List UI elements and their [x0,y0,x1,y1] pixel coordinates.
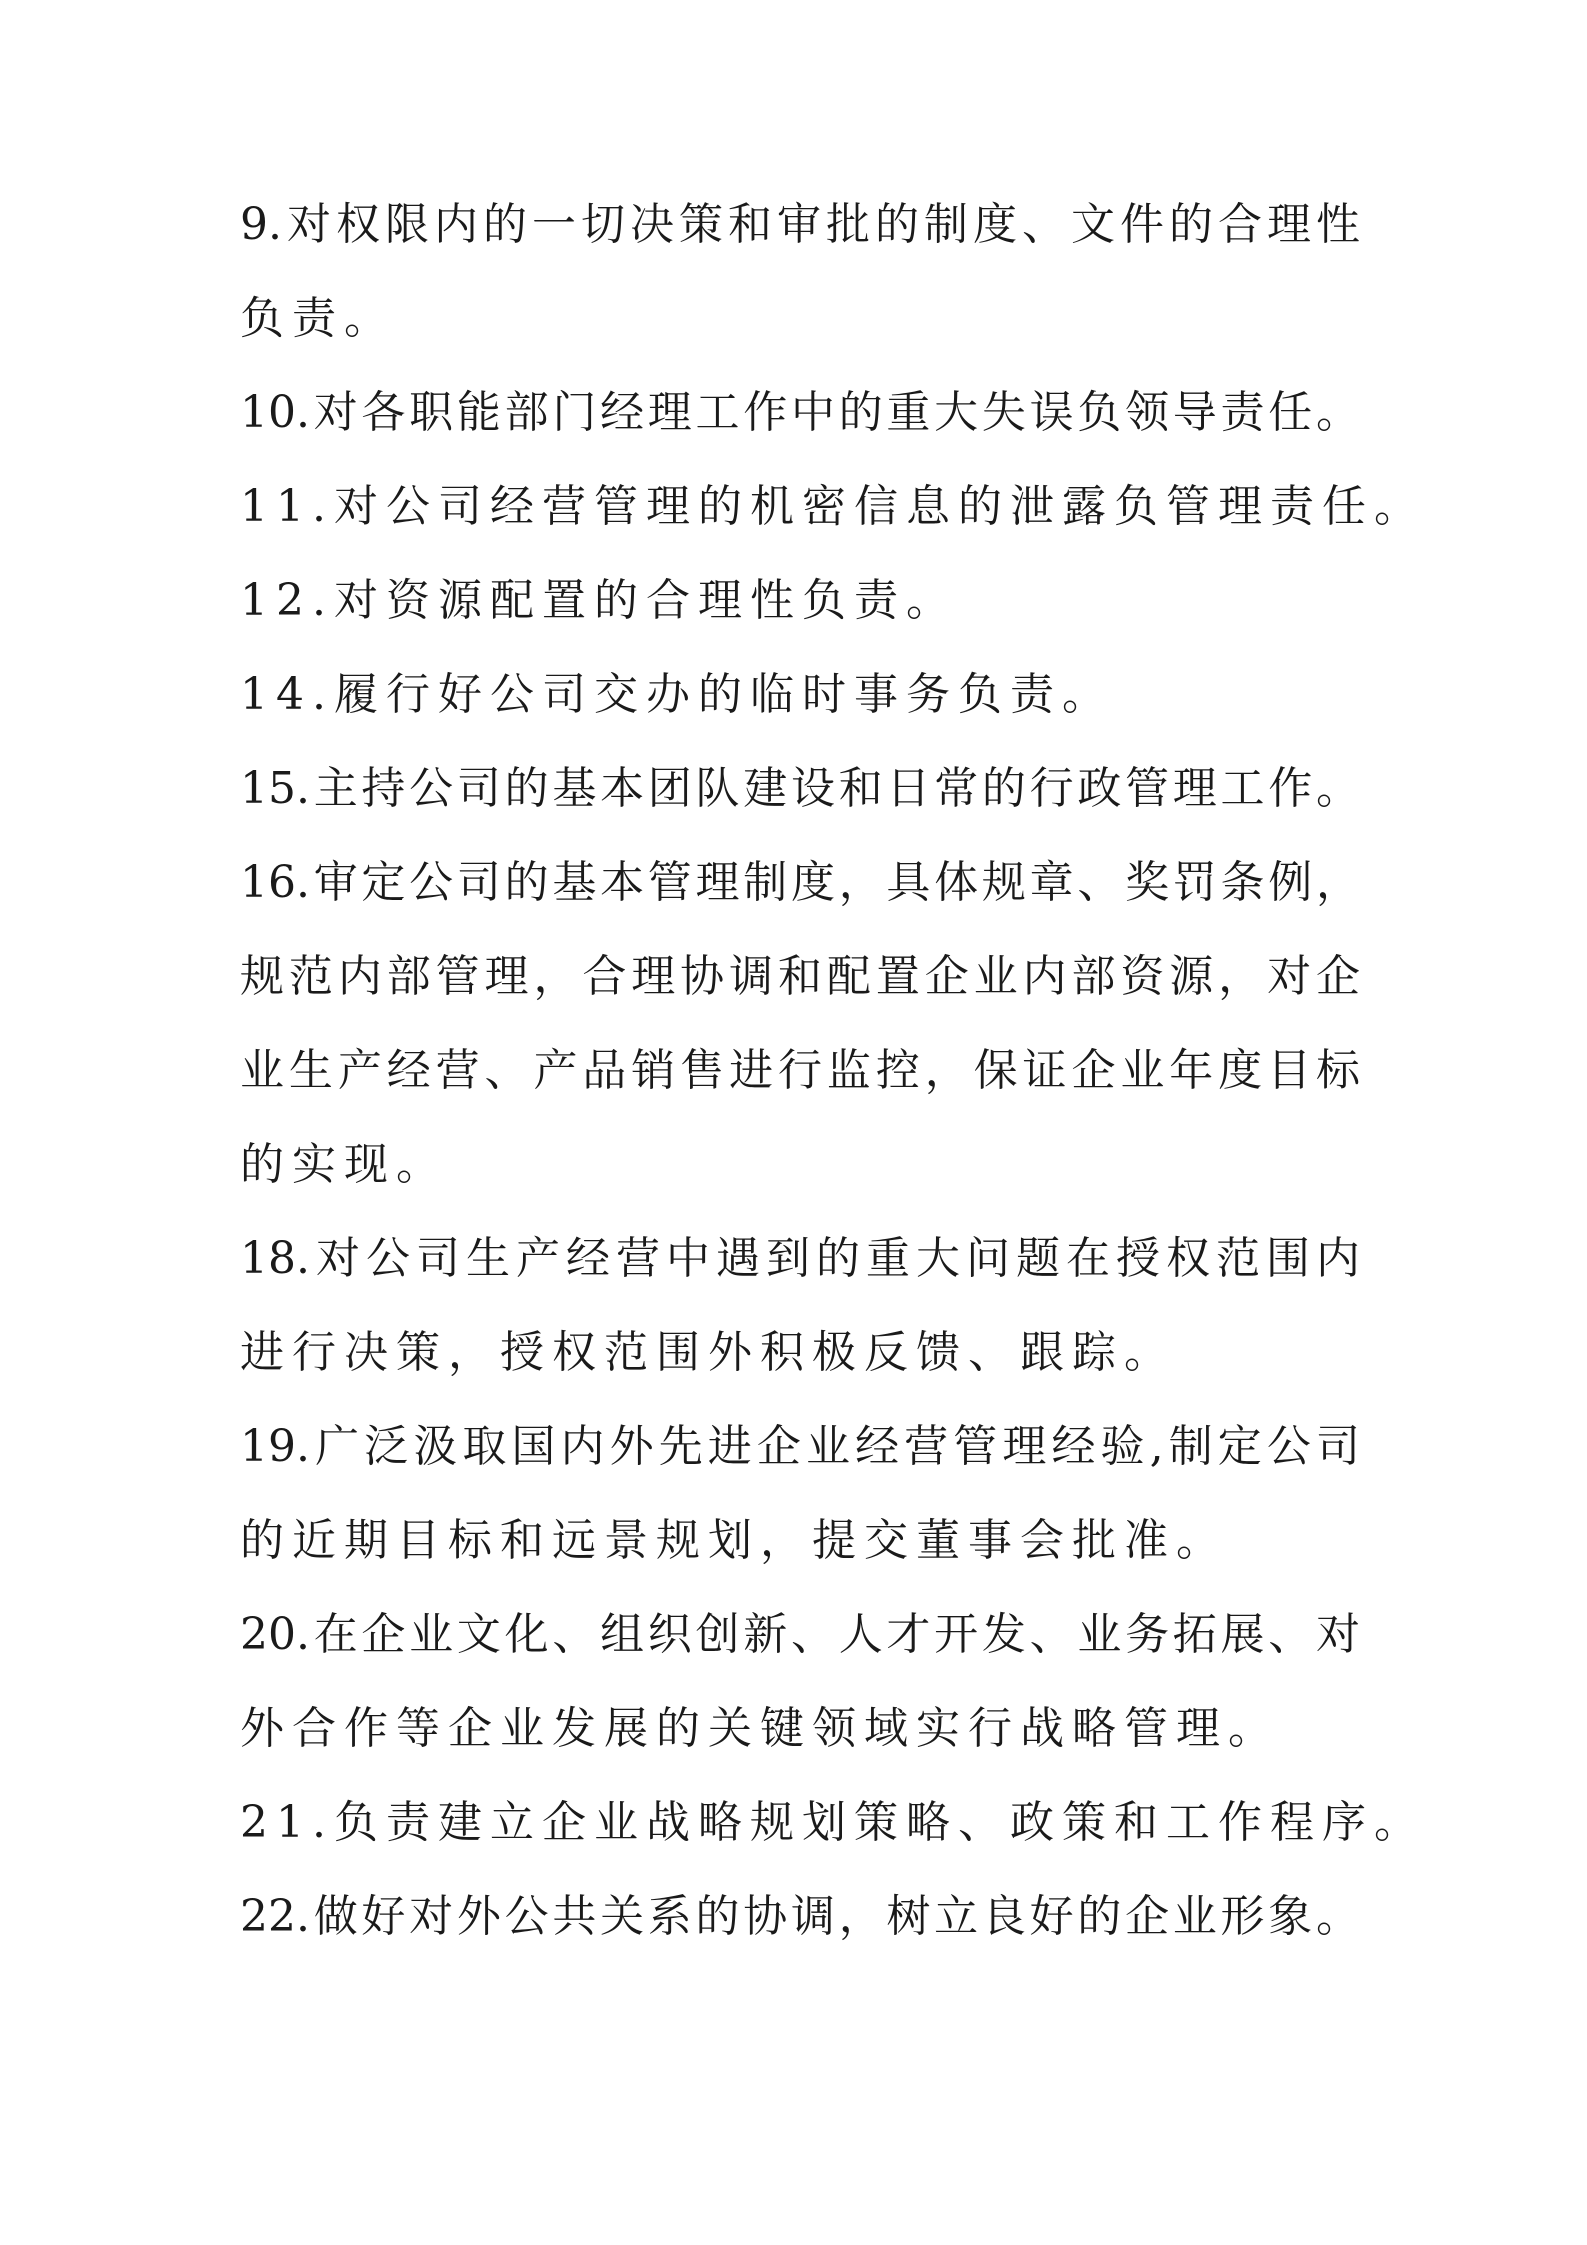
text-line-item-11: 11.对公司经营管理的机密信息的泄露负管理责任。 [240,481,1426,532]
text-line-item-22: 22.做好对外公共关系的协调，树立良好的企业形象。 [240,1891,1360,1942]
text-line-item-20: 20.在企业文化、组织创新、人才开发、业务拓展、对 [240,1609,1360,1660]
text-line-item-9: 9.对权限内的一切决策和审批的制度、文件的合理性 [240,199,1360,250]
text-line-item-16-cont-3: 的实现。 [240,1139,448,1190]
text-line-item-18: 18.对公司生产经营中遇到的重大问题在授权范围内 [240,1233,1360,1284]
text-line-item-9-cont: 负责。 [240,293,396,344]
text-line-item-20-cont: 外合作等企业发展的关键领域实行战略管理。 [240,1703,1280,1754]
text-line-item-19-cont: 的近期目标和远景规划，提交董事会批准。 [240,1515,1228,1566]
text-line-item-18-cont: 进行决策，授权范围外积极反馈、跟踪。 [240,1327,1176,1378]
text-line-item-10: 10.对各职能部门经理工作中的重大失误负领导责任。 [240,387,1360,438]
text-line-item-19: 19.广泛汲取国内外先进企业经营管理经验,制定公司 [240,1421,1360,1472]
text-line-item-14: 14.履行好公司交办的临时事务负责。 [240,669,1114,720]
text-line-item-16-cont-2: 业生产经营、产品销售进行监控，保证企业年度目标 [240,1045,1360,1096]
document-body [240,178,1426,1964]
text-line-item-16-cont-1: 规范内部管理，合理协调和配置企业内部资源，对企 [240,951,1360,1002]
text-line-item-15: 15.主持公司的基本团队建设和日常的行政管理工作。 [240,763,1360,814]
text-line-item-16: 16.审定公司的基本管理制度，具体规章、奖罚条例， [240,857,1360,908]
text-line-item-21: 21.负责建立企业战略规划策略、政策和工作程序。 [240,1797,1426,1848]
text-line-item-12: 12.对资源配置的合理性负责。 [240,575,958,626]
